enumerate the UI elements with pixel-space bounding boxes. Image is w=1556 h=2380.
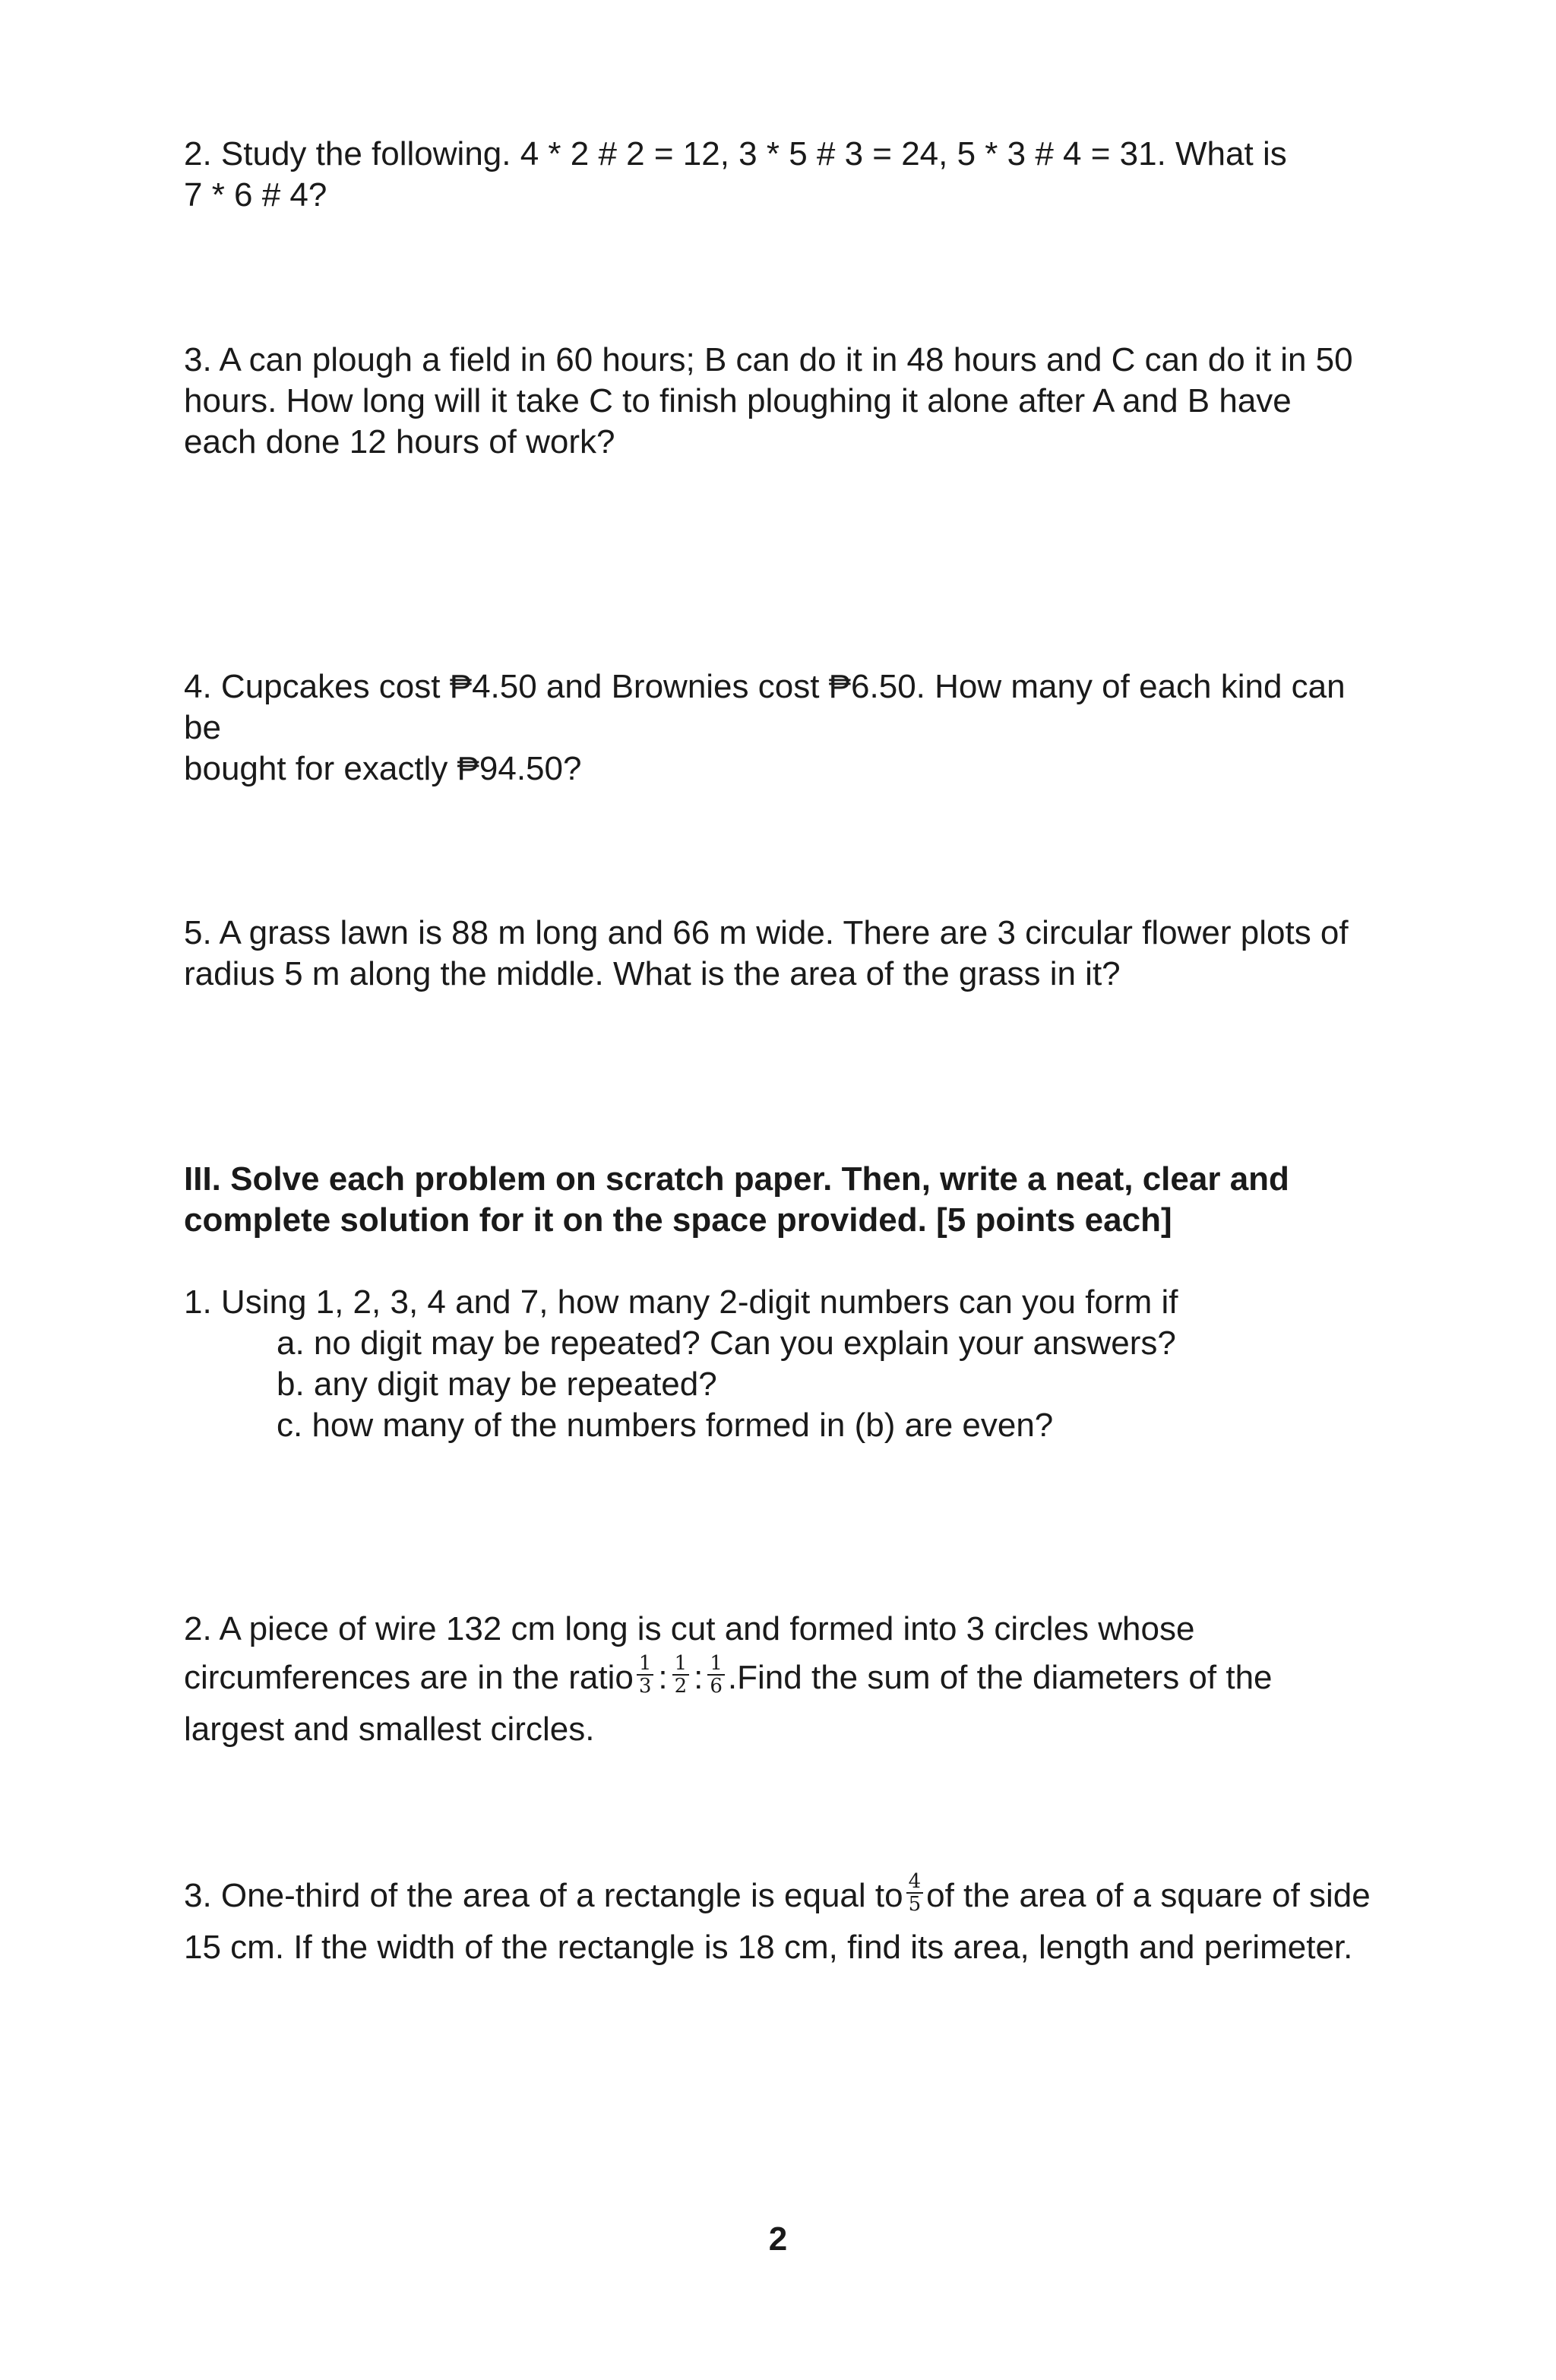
fraction-denominator: 2 — [674, 1675, 688, 1698]
section-3-question-2 — [184, 1609, 1491, 1750]
sub-question-a: a. no digit may be repeated? Can you explain your answers? — [277, 1325, 1176, 1362]
fraction-numerator: 1 — [672, 1653, 690, 1676]
ratio-separator: : — [658, 1659, 668, 1696]
problem-text: 2. Study the following. 4 * 2 # 2 = 12, 3 * 5 # 3 = 24, 5 * 3 # 4 = 31. What is — [184, 135, 1287, 172]
problem-text: 3. A can plough a field in 60 hours; B can do it in 48 hours and C can do it in 50 — [184, 341, 1353, 378]
question-text: 2. A piece of wire 132 cm long is cut and formed into 3 circles whose — [184, 1610, 1195, 1647]
question-text-fraction-line — [184, 1870, 1491, 1920]
ratio-separator: : — [694, 1659, 704, 1696]
question-text: largest and smallest circles. — [184, 1711, 595, 1749]
ratio-fraction-2 — [672, 1653, 690, 1697]
fraction-denominator: 5 — [908, 1893, 922, 1916]
fraction-denominator: 3 — [638, 1675, 652, 1698]
sub-question-c: c. how many of the numbers formed in (b) are even? — [277, 1407, 1054, 1444]
problem-text: 7 * 6 # 4? — [184, 176, 327, 214]
fraction-denominator: 6 — [710, 1675, 723, 1698]
question-text: 15 cm. If the width of the rectangle is 18 cm, find its area, length and perimeter. — [184, 1929, 1353, 1967]
question-text: 3. One-third of the area of a rectangle is equal to — [184, 1877, 903, 1914]
fraction-numerator: 1 — [637, 1653, 654, 1676]
fraction-numerator: 1 — [707, 1653, 725, 1676]
problem-text: be — [184, 709, 221, 746]
problem-text: bought for exactly ₱94.50? — [184, 750, 582, 787]
section-3-heading — [184, 1159, 1491, 1241]
fraction-numerator: 4 — [906, 1871, 924, 1894]
problem-text: radius 5 m along the middle. What is the area of the grass in it? — [184, 955, 1121, 992]
problem-text: 5. A grass lawn is 88 m long and 66 m wide. There are 3 circular flower plots of — [184, 914, 1349, 951]
section-3-question-3 — [184, 1870, 1491, 1968]
ratio-fraction-3 — [707, 1653, 725, 1697]
section-heading-text: complete solution for it on the space provided. [5 points each] — [184, 1201, 1172, 1239]
page-number: 2 — [768, 2220, 788, 2258]
question-text: of the area of a square of side — [926, 1877, 1371, 1914]
section-heading-text: III. Solve each problem on scratch paper. Then, write a neat, clear and — [184, 1160, 1289, 1198]
section-3-question-1 — [184, 1282, 1491, 1446]
ratio-fraction-1 — [637, 1653, 654, 1697]
problem-2-study-following — [184, 134, 1491, 216]
question-stem: 1. Using 1, 2, 3, 4 and 7, how many 2-digit numbers can you form if — [184, 1283, 1178, 1321]
problem-text: hours. How long will it take C to finish ploughing it alone after A and B have — [184, 382, 1292, 419]
problem-text: each done 12 hours of work? — [184, 423, 615, 460]
question-text: .Find the sum of the diameters of the — [727, 1659, 1273, 1696]
sub-question-b: b. any digit may be repeated? — [277, 1366, 717, 1403]
fraction-four-fifths — [906, 1871, 924, 1915]
problem-5-grass-lawn — [184, 913, 1491, 995]
problem-3-plough-field — [184, 340, 1491, 463]
question-text: circumferences are in the ratio — [184, 1659, 634, 1696]
problem-4-cupcakes-brownies — [184, 666, 1491, 790]
problem-text: 4. Cupcakes cost ₱4.50 and Brownies cost ₱6.50. How many of each kind can — [184, 668, 1346, 705]
question-text-ratio-line — [184, 1652, 1491, 1701]
